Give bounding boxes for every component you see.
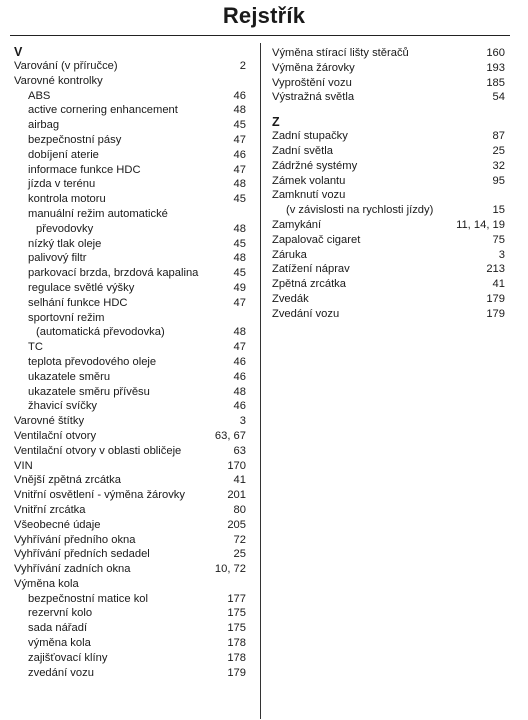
entry-label: Vyhřívání předních sedadel <box>14 548 150 561</box>
entry-page-number: 46 <box>233 89 246 102</box>
entry-page-number: 2 <box>239 60 246 72</box>
entry-label: Vyhřívání předního okna <box>14 533 136 546</box>
entry-label: Záruka <box>272 248 307 261</box>
entry-page-number: 45 <box>233 193 246 206</box>
index-entry <box>14 177 246 192</box>
entry-page-number: 45 <box>233 267 246 280</box>
entry-page-number: 175 <box>227 622 246 635</box>
index-column-right <box>272 46 505 322</box>
index-entry <box>14 118 246 133</box>
entry-page-number: 41 <box>233 474 246 487</box>
entry-page-number: 3 <box>498 248 505 261</box>
entry-page-number: 160 <box>486 47 505 59</box>
entry-label: Výměna stírací lišty stěračů <box>272 47 409 59</box>
entry-page-number: 170 <box>227 459 246 472</box>
entry-label: Zapalovač cigaret <box>272 233 361 246</box>
index-entry <box>272 203 505 218</box>
entry-label: Zadní světla <box>272 144 333 157</box>
entry-label: převodovky <box>36 222 94 235</box>
entry-label: Vnitřní zrcátka <box>14 503 86 516</box>
entry-label: VIN <box>14 459 33 472</box>
index-entry <box>14 355 246 370</box>
entry-page-number: 87 <box>492 130 505 143</box>
index-entry <box>14 311 246 326</box>
index-entries-continued <box>272 46 505 105</box>
entry-label: Varování (v příručce) <box>14 60 118 72</box>
index-entry <box>14 370 246 385</box>
index-entry <box>14 488 246 503</box>
entry-label: Ventilační otvory v oblasti obličeje <box>14 444 182 457</box>
entry-label: bezpečnostní matice kol <box>28 592 149 605</box>
index-entry <box>272 46 505 61</box>
entry-label: jízda v terénu <box>28 178 96 191</box>
index-entry <box>14 385 246 400</box>
entry-label: Vnější zpětná zrcátka <box>14 474 121 487</box>
index-entry <box>14 59 246 74</box>
entry-label: kontrola motoru <box>28 193 106 206</box>
entry-page-number: 175 <box>227 607 246 620</box>
index-entry <box>14 414 246 429</box>
entry-label: dobíjení aterie <box>28 148 99 161</box>
index-entry <box>14 429 246 444</box>
entry-page-number: 63, 67 <box>214 429 246 442</box>
entry-page-number: 193 <box>486 61 505 74</box>
entry-label: ukazatele směru <box>28 370 111 383</box>
entry-page-number: 45 <box>233 237 246 250</box>
entry-page-number: 11, 14, 19 <box>456 218 505 231</box>
entry-label: Zatížení náprav <box>272 263 350 276</box>
index-entry <box>14 533 246 548</box>
index-entry <box>14 399 246 414</box>
index-entry <box>14 74 246 89</box>
index-entry <box>272 262 505 277</box>
entry-label: sportovní režim <box>28 311 105 324</box>
index-entry <box>14 89 246 104</box>
entry-page-number: 179 <box>486 292 505 305</box>
index-entry <box>14 237 246 252</box>
entry-label: airbag <box>28 119 60 132</box>
index-entry <box>272 218 505 233</box>
entry-label: Zamknutí vozu <box>272 189 346 202</box>
entry-page-number: 15 <box>492 204 505 217</box>
entry-page-number: 47 <box>233 296 246 309</box>
entry-page-number: 179 <box>227 666 246 679</box>
index-entry <box>14 163 246 178</box>
index-entry <box>14 296 246 311</box>
entry-label: selhání funkce HDC <box>28 296 128 309</box>
entry-page-number: 75 <box>492 233 505 246</box>
entry-page-number: 25 <box>233 548 246 561</box>
index-entry <box>14 192 246 207</box>
entry-page-number: 72 <box>233 533 246 546</box>
index-entry <box>272 307 505 322</box>
entry-label: zvedání vozu <box>28 666 94 679</box>
index-entry <box>272 144 505 159</box>
entry-page-number: 48 <box>233 326 246 339</box>
entry-label: regulace světlé výšky <box>28 281 135 294</box>
index-entry <box>14 103 246 118</box>
index-entry <box>272 248 505 263</box>
entry-page-number: 10, 72 <box>214 563 246 576</box>
index-entry <box>14 518 246 533</box>
index-entry <box>14 562 246 577</box>
entry-label: Zádržné systémy <box>272 159 358 172</box>
section-letter-z: Z <box>272 115 280 130</box>
entry-page-number: 95 <box>492 174 505 187</box>
column-divider <box>260 43 261 719</box>
entry-page-number: 47 <box>233 341 246 354</box>
page-title: Rejstřík <box>222 3 306 28</box>
index-entry <box>14 592 246 607</box>
entry-label: nízký tlak oleje <box>28 237 102 250</box>
entry-label: Zamykání <box>272 218 322 231</box>
entry-label: výměna kola <box>28 637 91 650</box>
index-entry <box>14 666 246 681</box>
entry-page-number: 25 <box>492 144 505 157</box>
entry-label: Zadní stupačky <box>272 130 348 143</box>
entry-page-number: 54 <box>492 91 505 104</box>
entry-label: žhavicí svíčky <box>28 400 98 413</box>
entry-label: manuální režim automatické <box>28 207 168 220</box>
entry-label: sada nářadí <box>28 622 88 635</box>
index-column-left <box>14 46 246 680</box>
entry-label: Všeobecné údaje <box>14 518 101 531</box>
index-entry <box>14 636 246 651</box>
index-entry <box>14 473 246 488</box>
index-entry <box>272 233 505 248</box>
index-entry <box>272 129 505 144</box>
entry-page-number: 32 <box>492 159 505 172</box>
entry-page-number: 47 <box>233 133 246 146</box>
entry-page-number: 48 <box>233 385 246 398</box>
entry-page-number: 49 <box>233 281 246 294</box>
entry-label: Vyhřívání zadních okna <box>14 563 131 576</box>
index-entry <box>14 325 246 340</box>
index-entry <box>272 174 505 189</box>
entry-page-number: 48 <box>233 178 246 191</box>
entry-page-number: 47 <box>233 163 246 176</box>
index-entry <box>14 281 246 296</box>
entry-page-number: 201 <box>227 489 246 502</box>
entry-label: Výstražná světla <box>272 91 355 104</box>
entry-page-number: 48 <box>233 104 246 117</box>
entry-label: Zámek volantu <box>272 174 346 187</box>
entry-label: rezervní kolo <box>28 607 93 620</box>
index-entry <box>272 277 505 292</box>
index-entry <box>272 188 505 203</box>
entry-label: TC <box>28 341 43 354</box>
index-entry <box>14 503 246 518</box>
index-entry <box>14 577 246 592</box>
title-rule <box>10 35 510 36</box>
entry-label: Varovné kontrolky <box>14 74 103 87</box>
index-entry <box>14 547 246 562</box>
entry-label: teplota převodového oleje <box>28 355 157 368</box>
index-entry <box>272 76 505 91</box>
entry-label: Zpětná zrcátka <box>272 278 346 291</box>
index-entry <box>14 266 246 281</box>
entry-label: ABS <box>28 89 51 102</box>
index-entry <box>14 606 246 621</box>
entry-label: Zvedák <box>272 292 309 305</box>
index-entry <box>14 148 246 163</box>
index-entry <box>14 459 246 474</box>
entry-page-number: 45 <box>233 119 246 132</box>
index-entry <box>14 133 246 148</box>
entry-label: ukazatele směru přívěsu <box>28 385 150 398</box>
entry-page-number: 213 <box>486 263 505 276</box>
index-entry <box>14 651 246 666</box>
entry-page-number: 46 <box>233 148 246 161</box>
entry-page-number: 178 <box>227 637 246 650</box>
entry-label: Vnitřní osvětlení - výměna žárovky <box>14 489 185 502</box>
entry-label: parkovací brzda, brzdová kapalina <box>28 267 199 280</box>
entry-page-number: 46 <box>233 370 246 383</box>
entry-page-number: 63 <box>233 444 246 457</box>
entry-label: Výměna žárovky <box>272 61 355 74</box>
entry-page-number: 3 <box>239 415 246 428</box>
entry-page-number: 205 <box>227 518 246 531</box>
index-entry <box>272 61 505 76</box>
index-entry <box>14 621 246 636</box>
entry-label: zajišťovací klíny <box>28 651 108 664</box>
index-entry <box>272 159 505 174</box>
entry-label: (v závislosti na rychlosti jízdy) <box>286 204 434 217</box>
entry-label: Varovné štítky <box>14 415 85 428</box>
section-letter-v: V <box>14 45 23 59</box>
entry-label: Výměna kola <box>14 577 79 590</box>
index-entry <box>14 222 246 237</box>
entry-label: informace funkce HDC <box>28 163 141 176</box>
entry-label: bezpečnostní pásy <box>28 133 122 146</box>
entry-page-number: 185 <box>486 76 505 89</box>
entry-page-number: 41 <box>492 278 505 291</box>
entry-label: (automatická převodovka) <box>36 326 165 339</box>
index-entry <box>14 340 246 355</box>
entry-page-number: 80 <box>233 503 246 516</box>
entry-page-number: 46 <box>233 400 246 413</box>
entry-label: Ventilační otvory <box>14 429 97 442</box>
entry-label: palivový filtr <box>28 252 87 265</box>
entry-page-number: 46 <box>233 355 246 368</box>
index-entry <box>272 292 505 307</box>
entry-page-number: 179 <box>486 307 505 320</box>
entry-label: Zvedání vozu <box>272 307 340 320</box>
entry-page-number: 48 <box>233 222 246 235</box>
entry-page-number: 178 <box>227 651 246 664</box>
index-entry <box>272 90 505 105</box>
index-entry <box>14 207 246 222</box>
index-entry <box>14 444 246 459</box>
entry-page-number: 177 <box>227 592 246 605</box>
entry-page-number: 48 <box>233 252 246 265</box>
entry-label: active cornering enhancement <box>28 104 178 117</box>
entry-label: Vyproštění vozu <box>272 76 352 89</box>
index-entry <box>14 251 246 266</box>
